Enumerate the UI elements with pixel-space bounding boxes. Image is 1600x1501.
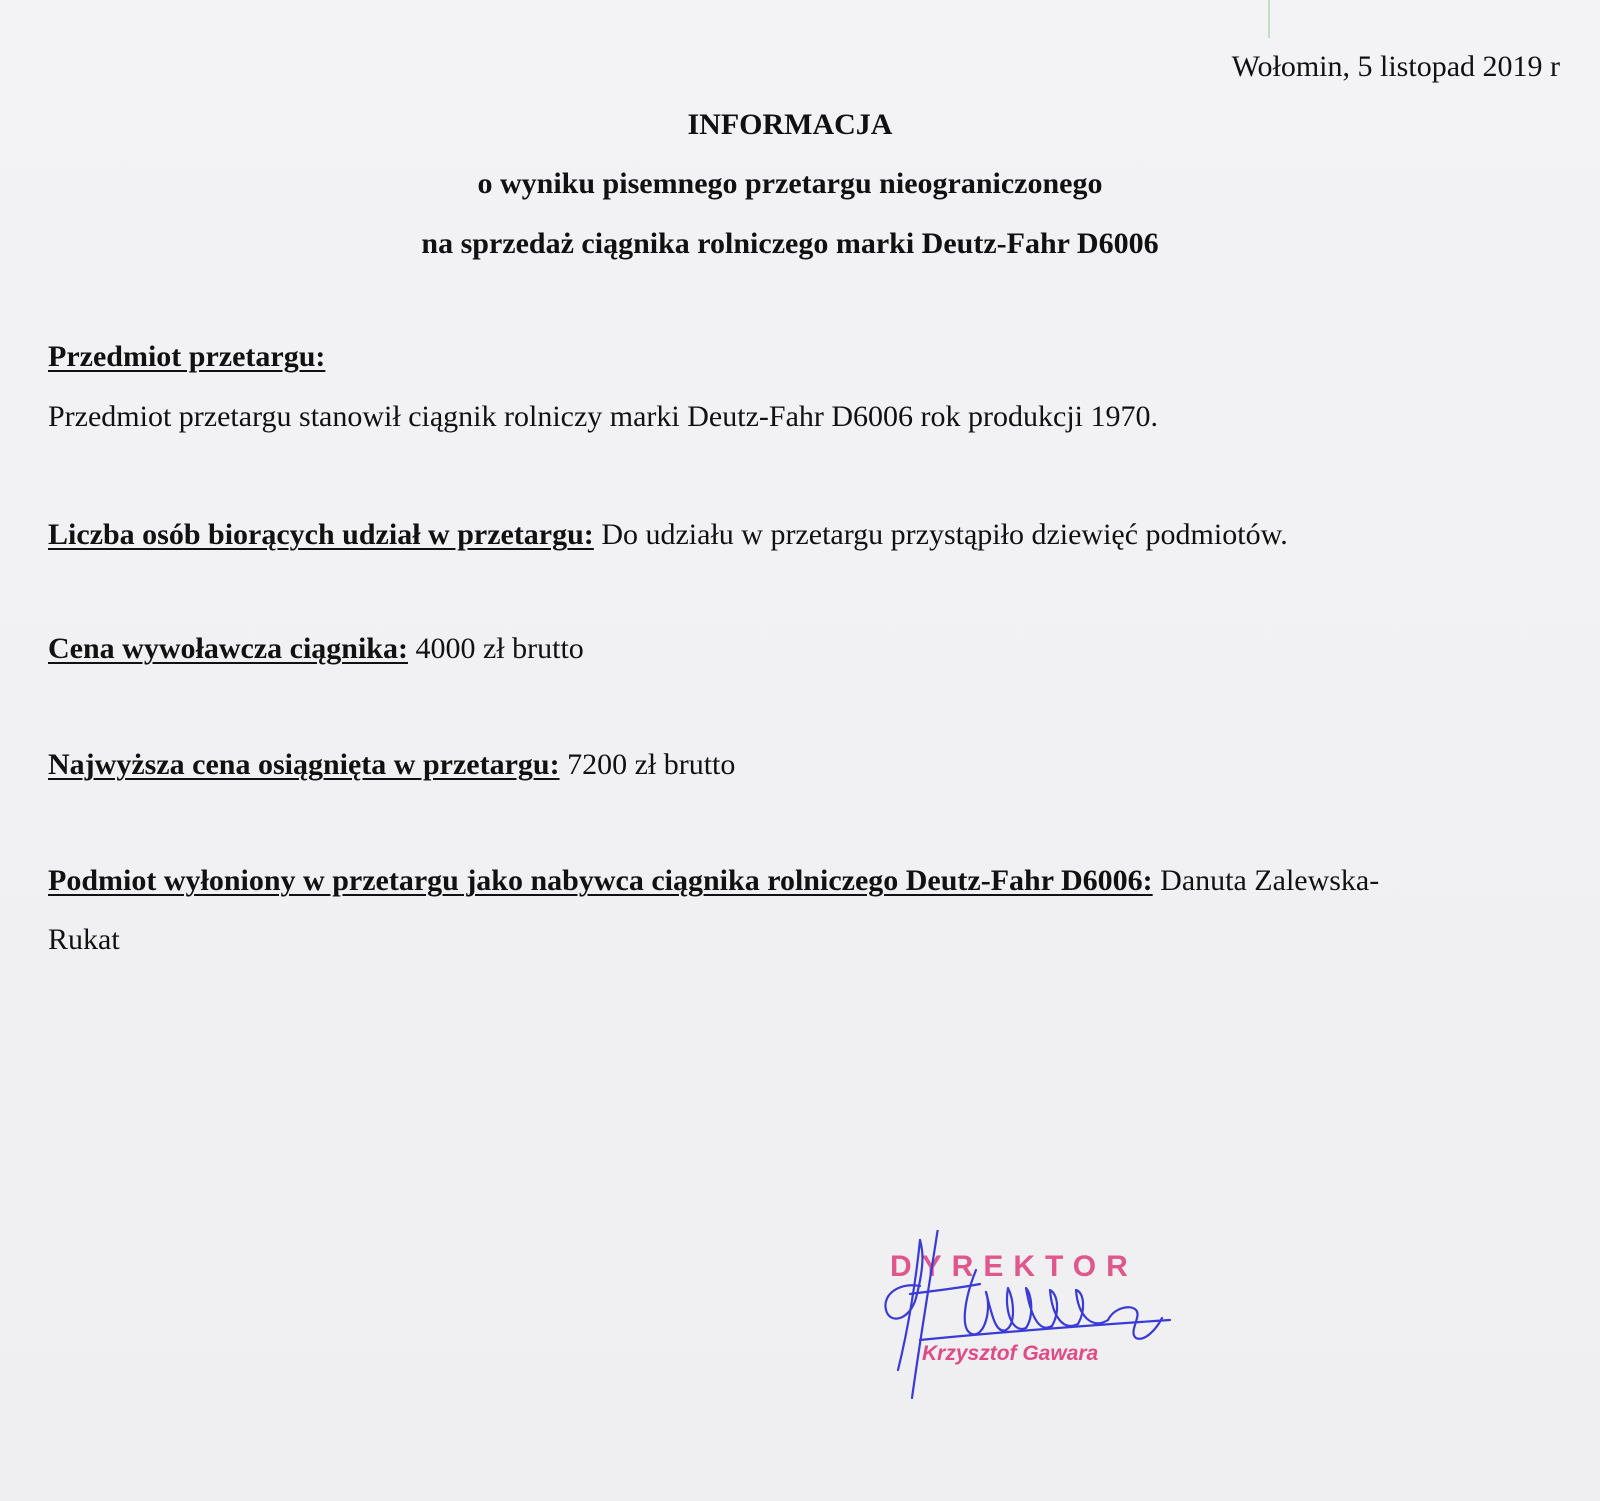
document-date: Wołomin, 5 listopad 2019 r [1231, 50, 1560, 83]
starting-price-section [48, 632, 584, 666]
participants-section [48, 518, 1288, 552]
signature-stroke [885, 1240, 922, 1319]
handwritten-signature [880, 1230, 1180, 1430]
buyer-text-continued: Rukat [48, 923, 120, 956]
stamp-title: DYREKTOR [890, 1250, 1138, 1283]
signature-stroke [1026, 1288, 1052, 1328]
subject-section [48, 340, 325, 374]
buyer-text: Danuta Zalewska- [1152, 864, 1380, 897]
subject-label: Przedmiot przetargu: [48, 340, 326, 373]
buyer-section [48, 864, 1379, 898]
starting-price-label: Cena wywoławcza ciągnika: [48, 632, 408, 665]
participants-text: Do udziału w przetargu przystąpiło dziewięć podmiotów. [593, 518, 1288, 551]
signature-stroke [920, 1320, 1170, 1340]
highest-price-label: Najwyższa cena osiągnięta w przetargu: [48, 748, 560, 781]
participants-label: Liczba osób biorących udział w przetargu: [48, 518, 594, 551]
document-subtitle-line1: o wyniku pisemnego przetargu nieograniczonego [477, 167, 1103, 200]
starting-price-text: 4000 zł brutto [407, 632, 584, 665]
highest-price-section [48, 748, 735, 782]
signature-stroke [965, 1270, 988, 1334]
subject-text: Przedmiot przetargu stanowił ciągnik rolniczy marki Deutz-Fahr D6006 rok produkcji 1970. [48, 400, 1158, 433]
signature-stroke [912, 1230, 938, 1398]
signature-stroke [898, 1240, 920, 1370]
highest-price-text: 7200 zł brutto [559, 748, 736, 781]
stamp-name: Krzysztof Gawara [922, 1342, 1099, 1365]
scan-artifact [1268, 0, 1270, 38]
document-title: INFORMACJA [687, 108, 893, 141]
signature-stroke [1050, 1290, 1078, 1326]
signature-stroke [986, 1288, 1026, 1331]
buyer-label: Podmiot wyłoniony w przetargu jako nabywca ciągnika rolniczego Deutz-Fahr D6006: [48, 864, 1153, 897]
signature-stroke [1076, 1290, 1108, 1324]
document-subtitle-line2: na sprzedaż ciągnika rolniczego marki Deutz-Fahr D6006 [421, 227, 1159, 260]
